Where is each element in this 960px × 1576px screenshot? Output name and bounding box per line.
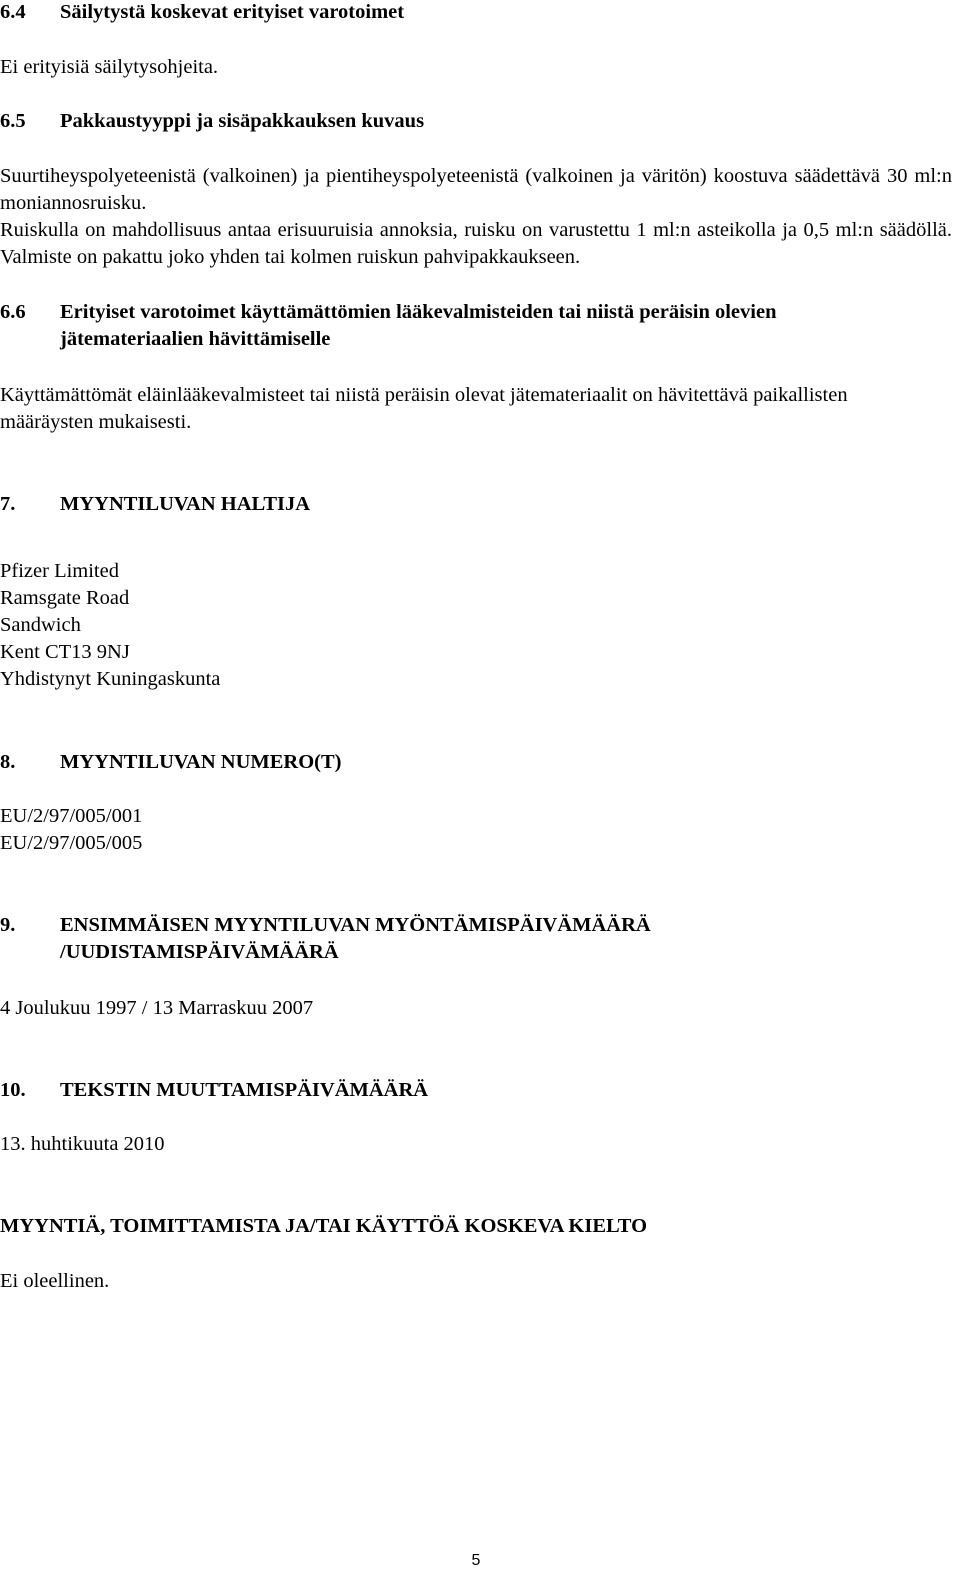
address-line: Pfizer Limited <box>0 560 119 582</box>
section-9-text: 4 Joulukuu 1997 / 13 Marraskuu 2007 <box>0 997 314 1019</box>
section-number: 6.5 <box>0 110 26 132</box>
section-title: TEKSTIN MUUTTAMISPÄIVÄMÄÄRÄ <box>60 1079 429 1101</box>
section-number: 8. <box>0 751 16 773</box>
section-title: MYYNTILUVAN HALTIJA <box>60 493 311 515</box>
address-line: Ramsgate Road <box>0 587 130 609</box>
prohibition-heading: MYYNTIÄ, TOIMITTAMISTA JA/TAI KÄYTTÖÄ KOSKEVA KIELTO <box>0 1215 648 1237</box>
section-title-line-2: jätemateriaalien hävittämiselle <box>60 328 331 350</box>
section-6-5-paragraph-2: Ruiskulla on mahdollisuus antaa erisuuruisia annoksia, ruisku on varustettu 1 ml:n asteikolla ja 0,5 ml:n säädöllä. Valmiste on pakattu joko yhden tai kolmen ruiskun pahvipakkaukseen. <box>0 219 952 268</box>
holder-address <box>0 558 220 693</box>
section-number: 9. <box>0 914 16 936</box>
section-6-6-text: Käyttämättömät eläinlääkevalmisteet tai niistä peräisin olevat jätemateriaalit on hävitettävä paikallisten määräysten mukaisesti. <box>0 384 848 433</box>
section-title: MYYNTILUVAN NUMERO(T) <box>60 751 342 773</box>
section-6-4-text: Ei erityisiä säilytysohjeita. <box>0 56 219 78</box>
authorisation-numbers <box>0 803 142 857</box>
section-8-heading <box>0 749 342 776</box>
section-number: 6.6 <box>0 301 26 323</box>
authorisation-number: EU/2/97/005/005 <box>0 832 143 854</box>
section-10-heading <box>0 1077 428 1104</box>
section-10-text: 13. huhtikuuta 2010 <box>0 1133 165 1155</box>
section-title-line-1: ENSIMMÄISEN MYYNTILUVAN MYÖNTÄMISPÄIVÄMÄÄRÄ <box>60 914 651 936</box>
section-6-4-heading <box>0 0 404 26</box>
section-title: Säilytystä koskevat erityiset varotoimet <box>60 1 405 23</box>
section-title: Pakkaustyyppi ja sisäpakkauksen kuvaus <box>60 110 425 132</box>
section-6-5-paragraph-1: Suurtiheyspolyeteenistä (valkoinen) ja pientiheyspolyeteenistä (valkoinen ja väritön) koostuva säädettävä 30 ml:n moniannosruisku. <box>0 165 952 214</box>
prohibition-text: Ei oleellinen. <box>0 1270 110 1292</box>
section-number: 7. <box>0 493 16 515</box>
address-line: Kent CT13 9NJ <box>0 641 130 663</box>
authorisation-number: EU/2/97/005/001 <box>0 805 143 827</box>
section-title-line-2: /UUDISTAMISPÄIVÄMÄÄRÄ <box>60 941 339 963</box>
section-7-heading <box>0 491 310 518</box>
address-line: Sandwich <box>0 614 81 636</box>
section-6-6-heading <box>0 299 776 353</box>
address-line: Yhdistynyt Kuningaskunta <box>0 668 221 690</box>
section-title-line-1: Erityiset varotoimet käyttämättömien lääkevalmisteiden tai niistä peräisin olevien <box>60 301 777 323</box>
section-6-5-heading <box>0 108 424 135</box>
section-number: 10. <box>0 1079 26 1101</box>
page-number: 5 <box>471 1552 481 1569</box>
section-number: 6.4 <box>0 1 26 23</box>
section-9-heading <box>0 912 651 966</box>
